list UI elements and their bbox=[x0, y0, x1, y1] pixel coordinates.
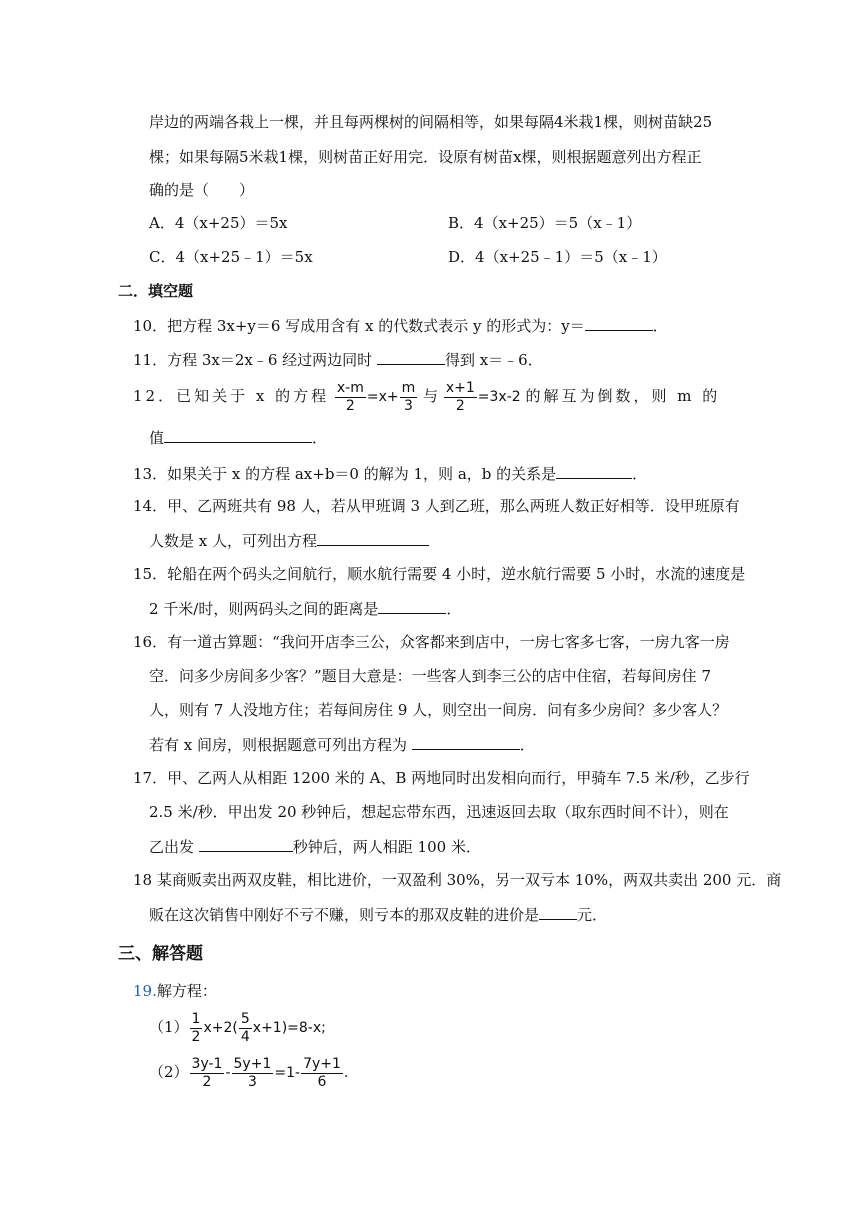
q19-part-2 bbox=[149, 1053, 348, 1092]
q14-line-1: 14．甲、乙两班共有 98 人，若从甲班调 3 人到乙班，那么两班人数正好相等．设甲班原有 bbox=[133, 497, 740, 515]
q12-text-end: 的解互为倒数，则 m 的 bbox=[525, 387, 721, 405]
q15-answer-blank[interactable] bbox=[378, 597, 446, 614]
q19-part-1-label: （1） bbox=[149, 1018, 189, 1036]
q12-line-2-text: 值 bbox=[149, 429, 165, 447]
q13-text-end: ． bbox=[632, 465, 648, 483]
q12-line-2-end: ． bbox=[312, 429, 328, 447]
q19-p2-op-a: - bbox=[225, 1065, 231, 1081]
q18-line-1: 18 某商贩卖出两双皮鞋，相比进价，一双盈利 30%，另一双亏本 10%，两双共卖出 200 元．商 bbox=[133, 871, 782, 889]
q9-option-b: B．4（x+25）＝5（x﹣1） bbox=[448, 214, 642, 232]
q19-title-text: 解方程： bbox=[156, 982, 217, 1000]
q9-option-c: C．4（x+25﹣1）＝5x bbox=[149, 248, 313, 266]
q18-line-2 bbox=[149, 903, 607, 926]
q16-line-4-text: 若有 x 间房，则根据题意可列出方程为 bbox=[149, 736, 412, 754]
q19-p2-op-b: =1- bbox=[274, 1065, 301, 1081]
q16-line-4 bbox=[149, 733, 535, 756]
q10-text: 10．把方程 3x+y＝6 写成用含有 x 的代数式表示 y 的形式为：y＝ bbox=[133, 317, 585, 335]
q10-answer-blank[interactable] bbox=[585, 314, 653, 331]
q12-fraction-1: $\frac{x-m}{2}$ bbox=[336, 379, 364, 414]
q17-answer-blank[interactable] bbox=[199, 835, 293, 852]
q19-part-2-label: （2） bbox=[149, 1063, 189, 1081]
q17-line-1: 17．甲、乙两人从相距 1200 米的 A、B 两地同时出发相向而行，甲骑车 7.5 米/秒，乙步行 bbox=[133, 769, 750, 787]
q15-line-2-text: 2 千米/时，则两码头之间的距离是 bbox=[149, 600, 379, 618]
q18-line-2-end: 元． bbox=[577, 906, 608, 924]
q19-part-1 bbox=[149, 1008, 326, 1047]
q16-line-2: 空．问多少房间多少客？”题目大意是：一些客人到李三公的店中住宿，若每间房住 7 bbox=[149, 667, 711, 685]
q14-line-2 bbox=[149, 529, 429, 552]
q9-option-d: D．4（x+25﹣1）＝5（x﹣1） bbox=[448, 248, 667, 266]
q16-answer-blank[interactable] bbox=[412, 733, 520, 750]
q12-text: 12．已知关于 x 的方程 bbox=[133, 387, 330, 405]
q15-line-2-end: ． bbox=[446, 600, 462, 618]
q13 bbox=[133, 462, 647, 485]
q17-line-3 bbox=[149, 835, 481, 858]
q10-text-end: ． bbox=[652, 317, 668, 335]
section-answer-heading: 三、解答题 bbox=[118, 944, 203, 964]
q19-p2-end: . bbox=[343, 1065, 349, 1081]
q16-line-4-end: ． bbox=[519, 736, 535, 754]
q16-line-1: 16．有一道古算题：“我问开店李三公，众客都来到店中，一房七客多七客，一房九客一房 bbox=[133, 633, 730, 651]
q9-option-a: A．4（x+25）＝5x bbox=[149, 214, 288, 232]
q12-fraction-2: $\frac{m}{3}$ bbox=[401, 379, 416, 414]
q17-line-2: 2.5 米/秒．甲出发 20 秒钟后，想起忘带东西，迅速返回去取（取东西时间不计），则在 bbox=[149, 803, 729, 821]
q12-answer-blank[interactable] bbox=[164, 426, 312, 443]
q12-conj: 与 bbox=[423, 387, 439, 405]
q11 bbox=[133, 348, 543, 371]
q10 bbox=[133, 314, 668, 337]
q16-line-3: 人，则有 7 人没地方住；若每间房住 9 人，则空出一间房．问有多少房间？多少客人？ bbox=[149, 701, 728, 719]
q19-p2-fraction-3: $\frac{7y+1}{6}$ bbox=[303, 1055, 341, 1090]
q12-line-1 bbox=[133, 378, 720, 415]
q19-p2-fraction-2: $\frac{5y+1}{3}$ bbox=[233, 1055, 272, 1090]
q12-eq-2: =3x-2 bbox=[477, 389, 521, 405]
q19-p1-expr-b: x+1)=8-x; bbox=[252, 1020, 326, 1036]
q11-text-end: 得到 x＝﹣6． bbox=[444, 351, 543, 369]
q18-answer-blank[interactable] bbox=[539, 903, 577, 920]
q17-line-3-end: 秒钟后，两人相距 100 米． bbox=[292, 838, 481, 856]
q12-eq-1: =x+ bbox=[366, 389, 399, 405]
q9-line-3: 确的是（ ） bbox=[149, 181, 255, 199]
q17-line-3-text: 乙出发 bbox=[149, 838, 199, 856]
q12-fraction-3: $\frac{x+1}{2}$ bbox=[445, 379, 475, 414]
q19-p1-fraction-2: $\frac{5}{4}$ bbox=[240, 1010, 250, 1045]
q9-line-1: 岸边的两端各栽上一棵，并且每两棵树的间隔相等，如果每隔4米栽1棵，则树苗缺25 bbox=[149, 113, 713, 131]
q14-line-2-text: 人数是 x 人，可列出方程 bbox=[149, 532, 317, 550]
q13-answer-blank[interactable] bbox=[556, 462, 632, 479]
q19-p1-fraction-1: $\frac{1}{2}$ bbox=[191, 1010, 201, 1045]
section-fill-in-blank-heading: 二．填空题 bbox=[118, 282, 194, 300]
q12-line-2 bbox=[149, 426, 327, 449]
q19-number: 19. bbox=[133, 982, 157, 1000]
q9-line-2: 棵；如果每隔5米栽1棵，则树苗正好用完．设原有树苗x棵，则根据题意列出方程正 bbox=[149, 148, 702, 166]
q11-answer-blank[interactable] bbox=[377, 348, 445, 365]
q13-text: 13．如果关于 x 的方程 ax+b＝0 的解为 1，则 a，b 的关系是 bbox=[133, 465, 557, 483]
q15-line-2 bbox=[149, 597, 461, 620]
q15-line-1: 15．轮船在两个码头之间航行，顺水航行需要 4 小时，逆水航行需要 5 小时，水流的速度是 bbox=[133, 565, 746, 583]
q18-line-2-text: 贩在这次销售中刚好不亏不赚，则亏本的那双皮鞋的进价是 bbox=[149, 906, 540, 924]
q19-p1-expr-a: x+2( bbox=[203, 1020, 238, 1036]
q19-p2-fraction-1: $\frac{3y-1}{2}$ bbox=[191, 1055, 223, 1090]
q19-title bbox=[133, 980, 217, 1002]
q14-answer-blank[interactable] bbox=[317, 529, 429, 546]
q11-text: 11．方程 3x＝2x﹣6 经过两边同时 bbox=[133, 351, 377, 369]
